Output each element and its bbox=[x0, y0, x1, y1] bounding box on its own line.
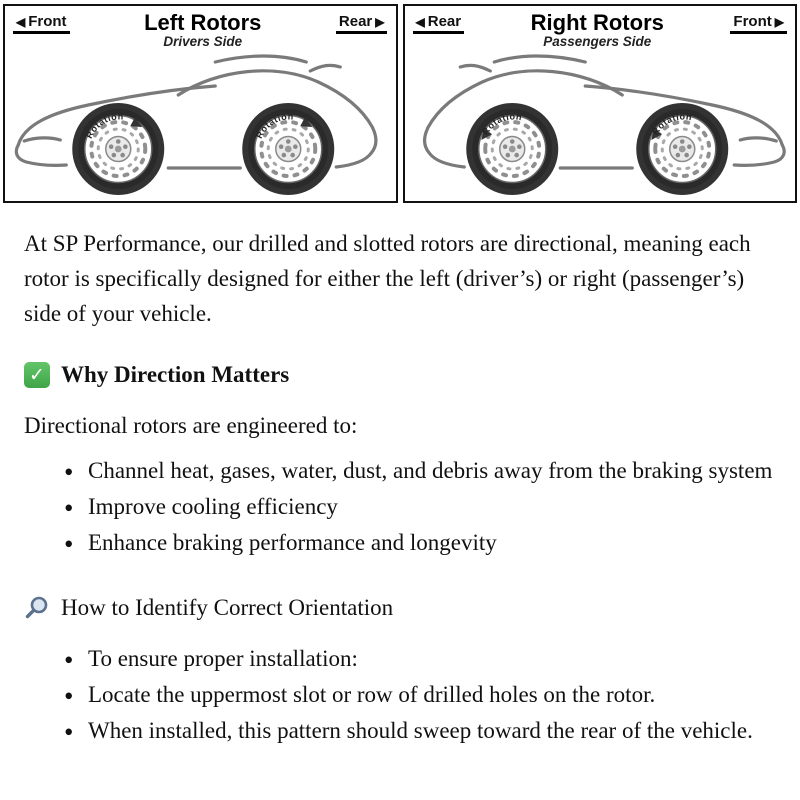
direction-text: Front bbox=[733, 13, 772, 30]
rotation-label: Rotation bbox=[84, 111, 124, 141]
list-item: • Improve cooling efficiency bbox=[64, 490, 774, 525]
intro-paragraph: At SP Performance, our drilled and slotted rotors are directional, meaning each rotor is specifically designed for either the left (driver’s) or right (passenger’s) side of your vehicle. bbox=[24, 231, 751, 326]
list-item: • Channel heat, gases, water, dust, and debris away from the braking system bbox=[64, 454, 774, 489]
section-heading-identify-orientation bbox=[24, 591, 774, 626]
right-car-drawing bbox=[405, 49, 796, 201]
left-panel-header bbox=[5, 6, 396, 49]
list-item: • When installed, this pattern should sweep toward the rear of the vehicle. bbox=[64, 714, 774, 749]
arrow-left-icon: ◀ bbox=[16, 14, 26, 29]
rear-direction-label bbox=[413, 13, 465, 34]
arrow-left-icon: ◀ bbox=[415, 14, 425, 29]
right-panel-header bbox=[405, 6, 796, 49]
front-direction-label bbox=[13, 13, 70, 34]
section1-bullet-list bbox=[24, 454, 774, 561]
panel-subtitle: Passengers Side bbox=[543, 34, 652, 50]
article-body bbox=[0, 205, 800, 774]
right-rotors-panel bbox=[403, 4, 798, 203]
panel-title: Left Rotors bbox=[144, 10, 262, 35]
white-check-mark-icon: ✓ bbox=[24, 362, 50, 388]
rotor-direction-diagram bbox=[0, 0, 800, 205]
left-rotors-panel bbox=[3, 4, 398, 203]
direction-text: Rear bbox=[338, 13, 373, 30]
section-heading-why-direction-matters bbox=[24, 358, 774, 393]
left-panel-title-block bbox=[144, 11, 261, 49]
right-panel-title-block bbox=[531, 11, 664, 49]
rotation-label: Rotation bbox=[649, 111, 693, 137]
front-direction-label bbox=[730, 13, 787, 34]
rear-direction-label bbox=[336, 13, 388, 34]
section-title: How to Identify Correct Orientation bbox=[61, 594, 394, 620]
list-item: • Locate the uppermost slot or row of drilled holes on the rotor. bbox=[64, 678, 774, 713]
section1-lead: Directional rotors are engineered to: bbox=[24, 412, 358, 438]
magnifying-glass-icon bbox=[24, 595, 50, 621]
left-car-drawing bbox=[5, 49, 396, 201]
rotation-label: Rotation bbox=[254, 111, 294, 141]
direction-text: Rear bbox=[427, 13, 462, 30]
panel-title: Right Rotors bbox=[530, 10, 664, 35]
rotation-label: Rotation bbox=[479, 111, 523, 137]
list-item: • Enhance braking performance and longevity bbox=[64, 526, 774, 561]
section2-bullet-list bbox=[24, 642, 774, 749]
section-title: Why Direction Matters bbox=[61, 361, 290, 387]
panel-subtitle: Drivers Side bbox=[163, 34, 243, 50]
list-item: • To ensure proper installation: bbox=[64, 642, 774, 677]
arrow-right-icon: ▶ bbox=[774, 14, 784, 29]
direction-text: Front bbox=[28, 13, 67, 30]
arrow-right-icon: ▶ bbox=[375, 14, 385, 29]
